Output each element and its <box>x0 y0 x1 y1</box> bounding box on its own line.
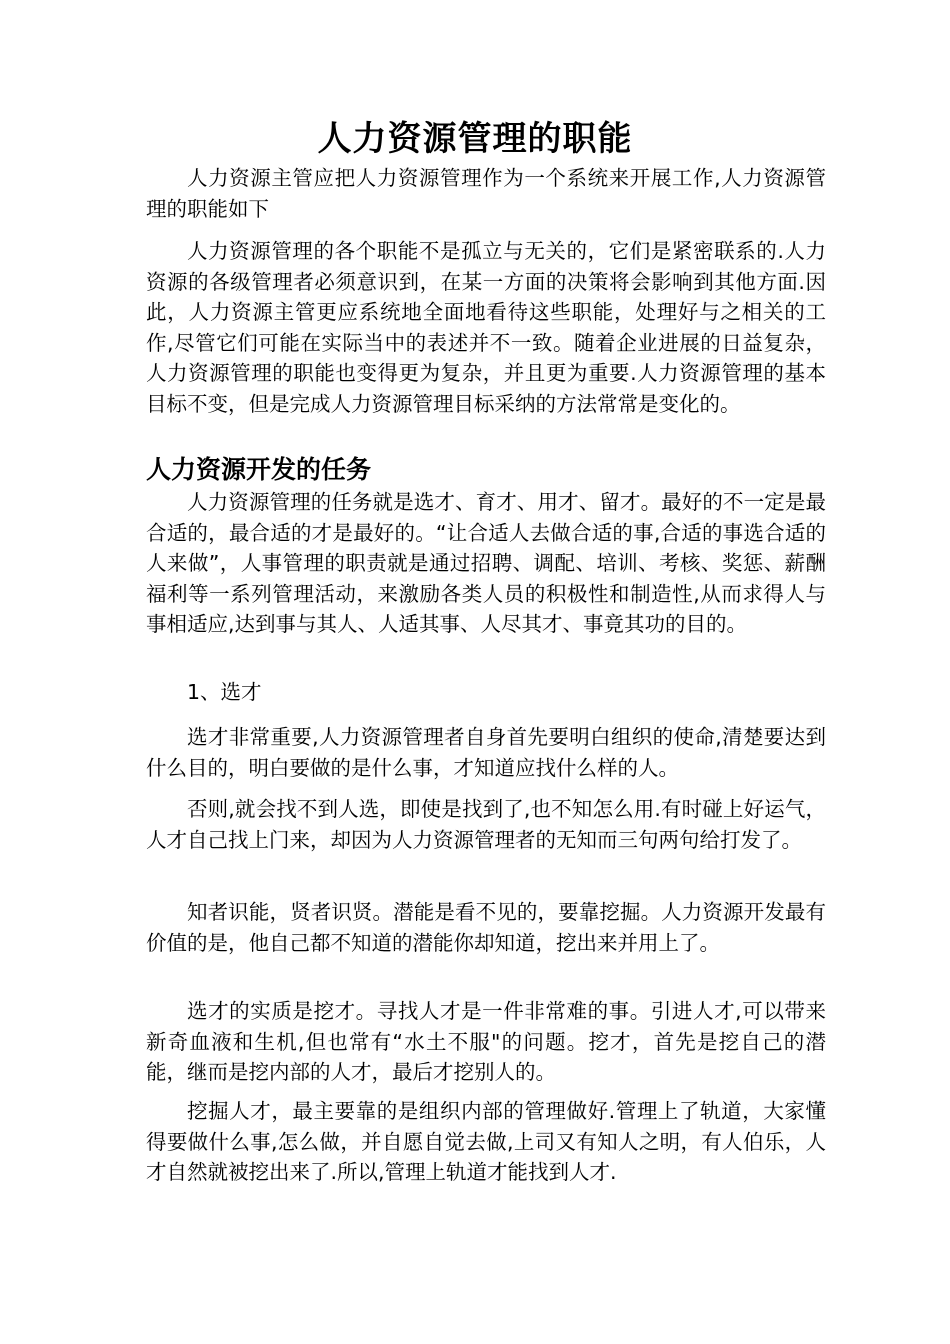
intro-block <box>146 163 826 224</box>
selection-paragraph-5: 挖掘人才，最主要靠的是组织内部的管理做好.管理上了轨道，大家懂得要做什么事,怎么做，并自愿自觉去做,上司又有知人之明，有人伯乐，人才自然就被挖出来了.所以,管理上轨道才能找到人才. <box>146 1099 826 1184</box>
selection-subheading: 1、选才 <box>187 680 262 704</box>
intro-paragraph: 人力资源主管应把人力资源管理作为一个系统来开展工作,人力资源管理的职能如下 <box>146 166 826 221</box>
section-heading: 人力资源开发的任务 <box>146 455 372 484</box>
selection-block-4 <box>146 996 826 1088</box>
functions-block <box>146 236 826 419</box>
selection-block-2 <box>146 794 826 855</box>
selection-paragraph-1: 选才非常重要,人力资源管理者自身首先要明白组织的使命,清楚要达到什么目的，明白要做的是什么事，才知道应找什么样的人。 <box>146 725 826 780</box>
selection-paragraph-4: 选才的实质是挖才。寻找人才是一件非常难的事。引进人才,可以带来新奇血液和生机,但也常有“水土不服"的问题。挖才，首先是挖自己的潜能，继而是挖内部的人才，最后才挖别人的。 <box>146 999 826 1084</box>
selection-block-3 <box>146 897 826 958</box>
tasks-block <box>146 487 826 640</box>
selection-paragraph-2: 否则,就会找不到人选，即使是找到了,也不知怎么用.有时碰上好运气，人才自己找上门来，却因为人力资源管理者的无知而三句两句给打发了。 <box>146 797 826 852</box>
selection-paragraph-3: 知者识能，贤者识贤。潜能是看不见的，要靠挖掘。人力资源开发最有价值的是，他自己都不知道的潜能你却知道，挖出来并用上了。 <box>146 900 826 955</box>
selection-subheading-block <box>146 677 826 708</box>
functions-paragraph: 人力资源管理的各个职能不是孤立与无关的，它们是紧密联系的.人力资源的各级管理者必须意识到，在某一方面的决策将会影响到其他方面.因此，人力资源主管更应系统地全面地看待这些职能，处理好与之相关的工作,尽管它们可能在实际当中的表述并不一致。随着企业进展的日益复杂，人力资源管理的职能也变得更为复杂，并且更为重要.人力资源管理的基本目标不变，但是完成人力资源管理目标采纳的方法常常是变化的。 <box>146 239 826 416</box>
document-title: 人力资源管理的职能 <box>317 119 633 159</box>
tasks-paragraph: 人力资源管理的任务就是选才、育才、用才、留才。最好的不一定是最合适的，最合适的才是最好的。“让合适人去做合适的事,合适的事选合适的人来做”，人事管理的职责就是通过招聘、调配、培训、考核、奖惩、薪酬福利等一系列管理活动，来激励各类人员的积极性和制造性,从而求得人与事相适应,达到事与其人、人适其事、人尽其才、事竟其功的目的。 <box>146 490 826 636</box>
selection-block-1 <box>146 722 826 783</box>
selection-block-5 <box>146 1096 826 1188</box>
